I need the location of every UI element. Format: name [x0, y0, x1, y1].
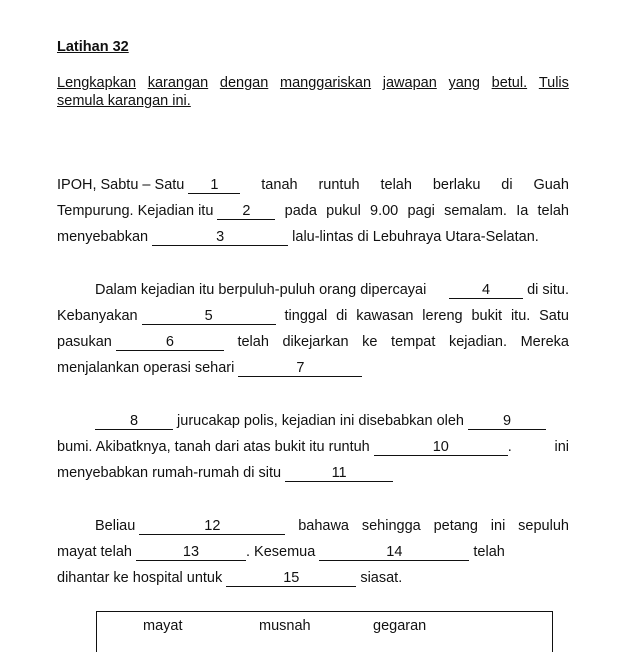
text: di	[501, 177, 513, 193]
instruction-word: betul.	[491, 75, 528, 91]
para3-line1	[95, 413, 569, 433]
blank-9: 9	[468, 413, 546, 430]
text: menyebabkan	[57, 229, 149, 245]
text: di situ.	[527, 282, 569, 298]
blank-8: 8	[95, 413, 173, 430]
blank-14: 14	[319, 544, 469, 561]
text: Ia	[516, 203, 529, 219]
text: . Kesemua	[246, 544, 316, 560]
text: runtuh	[318, 177, 360, 193]
text: menyebabkan rumah-rumah di situ	[57, 465, 282, 481]
blank-1: 1	[188, 177, 240, 194]
text: itu.	[510, 308, 531, 324]
blank-7: 7	[238, 360, 362, 377]
instruction-word: Tulis	[538, 75, 569, 91]
blank-4: 4	[449, 282, 523, 299]
text: lereng	[422, 308, 463, 324]
text: ini	[490, 518, 506, 534]
para4-line3	[57, 570, 569, 590]
para3-line3	[57, 465, 569, 485]
blank-5: 5	[142, 308, 276, 325]
text: telah	[237, 334, 269, 350]
blank-10: 10	[374, 439, 508, 456]
para2-line2	[57, 308, 569, 328]
text: mayat telah	[57, 544, 132, 560]
text: pagi	[407, 203, 435, 219]
text: semalam.	[444, 203, 507, 219]
instruction-word: Lengkapkan	[57, 75, 137, 91]
para1-line3	[57, 229, 569, 249]
para2-line1	[95, 282, 569, 302]
instruction	[57, 74, 569, 110]
answer-word: gegaran	[373, 618, 427, 634]
blank-6: 6	[116, 334, 224, 351]
text: pasukan	[57, 334, 112, 350]
text: menjalankan operasi sehari	[57, 360, 235, 376]
text: kejadian.	[448, 334, 508, 350]
text: dikejarkan	[282, 334, 349, 350]
text: lalu-lintas di Lebuhraya Utara-Selatan.	[292, 229, 539, 245]
para2-line3	[57, 334, 569, 354]
text: tanah	[261, 177, 298, 193]
blank-12: 12	[139, 518, 285, 535]
instruction-word: manggariskan	[279, 75, 372, 91]
instruction-word: dengan	[219, 75, 269, 91]
text: sehingga	[361, 518, 421, 534]
text: Guah	[533, 177, 569, 193]
text: tinggal	[284, 308, 328, 324]
text: Tempurung. Kejadian itu	[57, 203, 214, 219]
blank-3: 3	[152, 229, 288, 246]
para1-line2	[57, 203, 569, 223]
blank-13: 13	[136, 544, 246, 561]
instruction-word: jawapan	[382, 75, 437, 91]
text: 9.00	[370, 203, 399, 219]
text: Satu	[539, 308, 569, 324]
para4-line1	[95, 518, 569, 538]
text: Beliau	[95, 518, 136, 534]
answer-word: mayat	[143, 618, 183, 634]
text: bahawa	[298, 518, 349, 534]
text: ke	[362, 334, 378, 350]
instruction-word: yang	[448, 75, 480, 91]
text: kawasan	[356, 308, 414, 324]
text: Mereka	[520, 334, 569, 350]
answer-word: musnah	[259, 618, 311, 634]
para3-line2	[57, 439, 569, 459]
para4-line2	[57, 544, 569, 564]
para1-line1	[57, 177, 569, 197]
text: sepuluh	[518, 518, 569, 534]
text: telah	[537, 203, 569, 219]
text: bumi. Akibatknya, tanah dari atas bukit itu runtuh	[57, 439, 370, 455]
text: dihantar ke hospital untuk	[57, 570, 223, 586]
blank-15: 15	[226, 570, 356, 587]
text: ini	[554, 439, 569, 455]
text: pada	[284, 203, 317, 219]
text: siasat.	[360, 570, 403, 586]
answer-word-box	[96, 611, 553, 652]
exercise-title: Latihan 32	[57, 39, 129, 55]
text: pukul	[326, 203, 361, 219]
para2-line4	[57, 360, 569, 380]
text: telah	[380, 177, 412, 193]
text: IPOH, Sabtu – Satu	[57, 177, 185, 193]
blank-2: 2	[217, 203, 275, 220]
text: tempat	[391, 334, 436, 350]
text: .	[507, 439, 512, 455]
blank-11: 11	[285, 465, 393, 482]
text: berlaku	[432, 177, 481, 193]
text: petang	[433, 518, 478, 534]
text: telah	[473, 544, 505, 560]
text: bukit	[471, 308, 503, 324]
text: Dalam kejadian itu berpuluh-puluh orang dipercayai	[95, 282, 427, 298]
text: jurucakap polis, kejadian ini disebabkan oleh	[177, 413, 465, 429]
text: di	[336, 308, 348, 324]
instruction-line-2: semula karangan ini.	[57, 93, 191, 109]
text: Kebanyakan	[57, 308, 138, 324]
instruction-word: karangan	[147, 75, 209, 91]
